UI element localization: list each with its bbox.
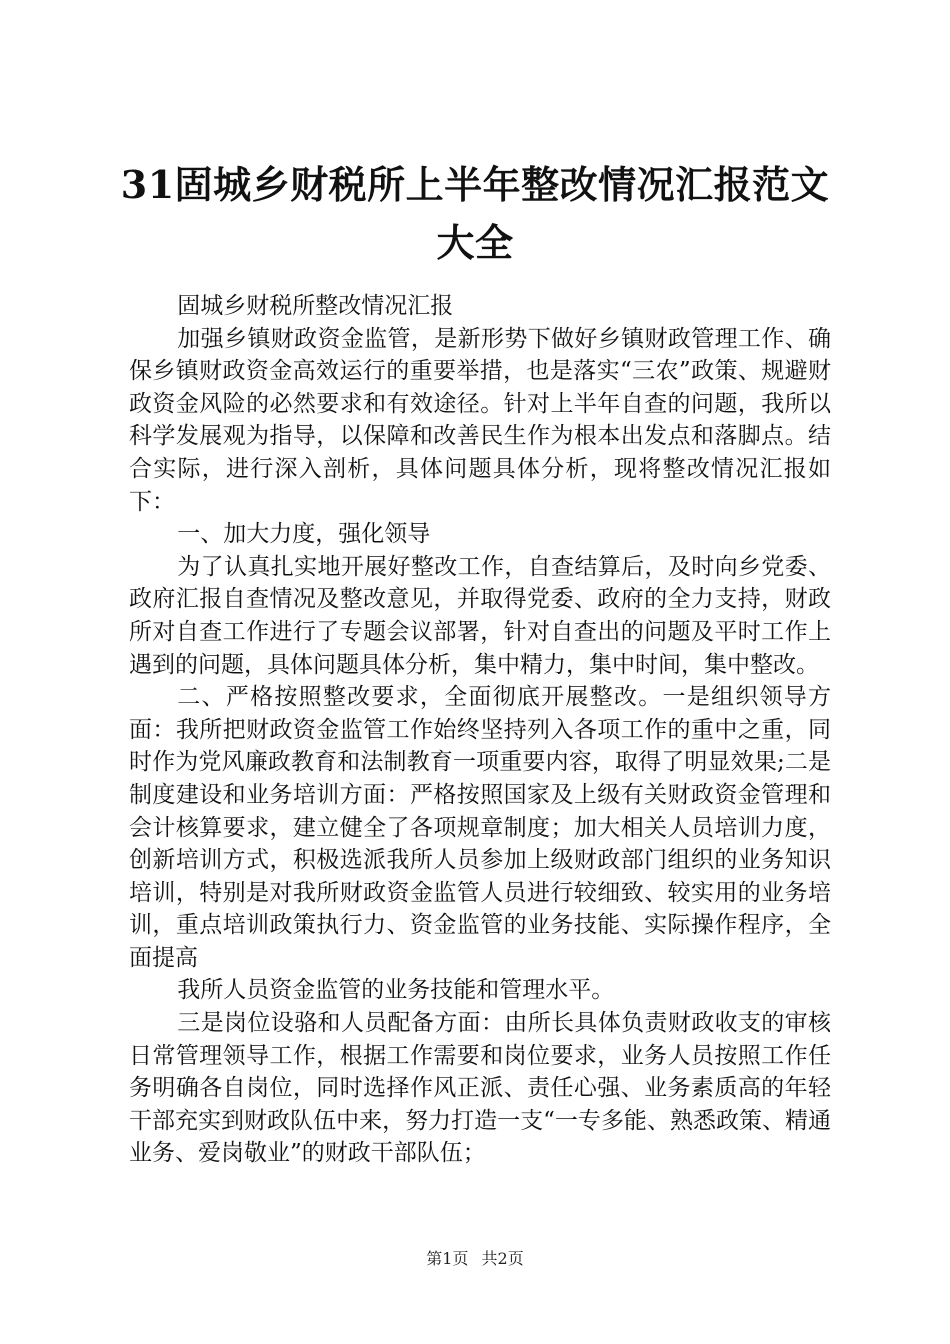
paragraph-heading-1: 一、加大力度，强化领导 — [177, 521, 431, 548]
paragraph-intro: 加强乡镇财政资金监管，是新形势下做好乡镇财政管理工作、确保乡镇财政资金高效运行的重要举措，也是落实“三农”政策、规避财政资金风险的必然要求和有效途径。针对上半年自查的问题，我所以科学发展观为指导，以保障和改善民生作为根本出发点和落脚点。结合实际，进行深入剖析，具体问题具体分析，现将整改情况汇报如下： — [129, 325, 831, 515]
page-number: 第1页 — [426, 1249, 469, 1268]
page-total: 共2页 — [481, 1249, 524, 1268]
paragraph-section-2: 二、严格按照整改要求，全面彻底开展整改。一是组织领导方面：我所把财政资金监管工作始终坚持列入各项工作的重中之重，同时作为党风廉政教育和法制教育一项重要内容，取得了明显效果;二是制度建设和业务培训方面：严格按照国家及上级有关财政资金管理和会计核算要求，建立健全了各项规章制度；加大相关人员培训力度，创新培训方式，积极选派我所人员参加上级财政部门组织的业务知识培训，特别是对我所财政资金监管人员进行较细致、较实用的业务培训，重点培训政策执行力、资金监管的业务技能、实际操作程序，全面提高 — [129, 684, 831, 971]
paragraph-subtitle: 固城乡财税所整改情况汇报 — [177, 293, 454, 319]
document-title: 31固城乡财税所上半年整改情况汇报范文大全 — [120, 162, 830, 265]
document-body — [129, 290, 831, 1170]
paragraph-section-3: 三是岗位设骆和人员配备方面：由所长具体负责财政收支的审核日常管理领导工作，根据工作需要和岗位要求，业务人员按照工作任务明确各自岗位，同时选择作风正派、责任心强、业务素质高的年轻干部充实到财政队伍中来，努力打造一支“一专多能、熟悉政策、精通业务、爱岗敬业”的财政干部队伍； — [129, 1010, 831, 1167]
page-footer — [0, 1246, 950, 1269]
paragraph-section-1: 为了认真扎实地开展好整改工作，自查结算后，及时向乡党委、政府汇报自查情况及整改意见，并取得党委、政府的全力支持，财政所对自查工作进行了专题会议部署，针对自查出的问题及平时工作上遇到的问题，具体问题具体分析，集中精力，集中时间，集中整改。 — [129, 553, 831, 678]
paragraph-continuation: 我所人员资金监管的业务技能和管理水平。 — [177, 977, 615, 1004]
